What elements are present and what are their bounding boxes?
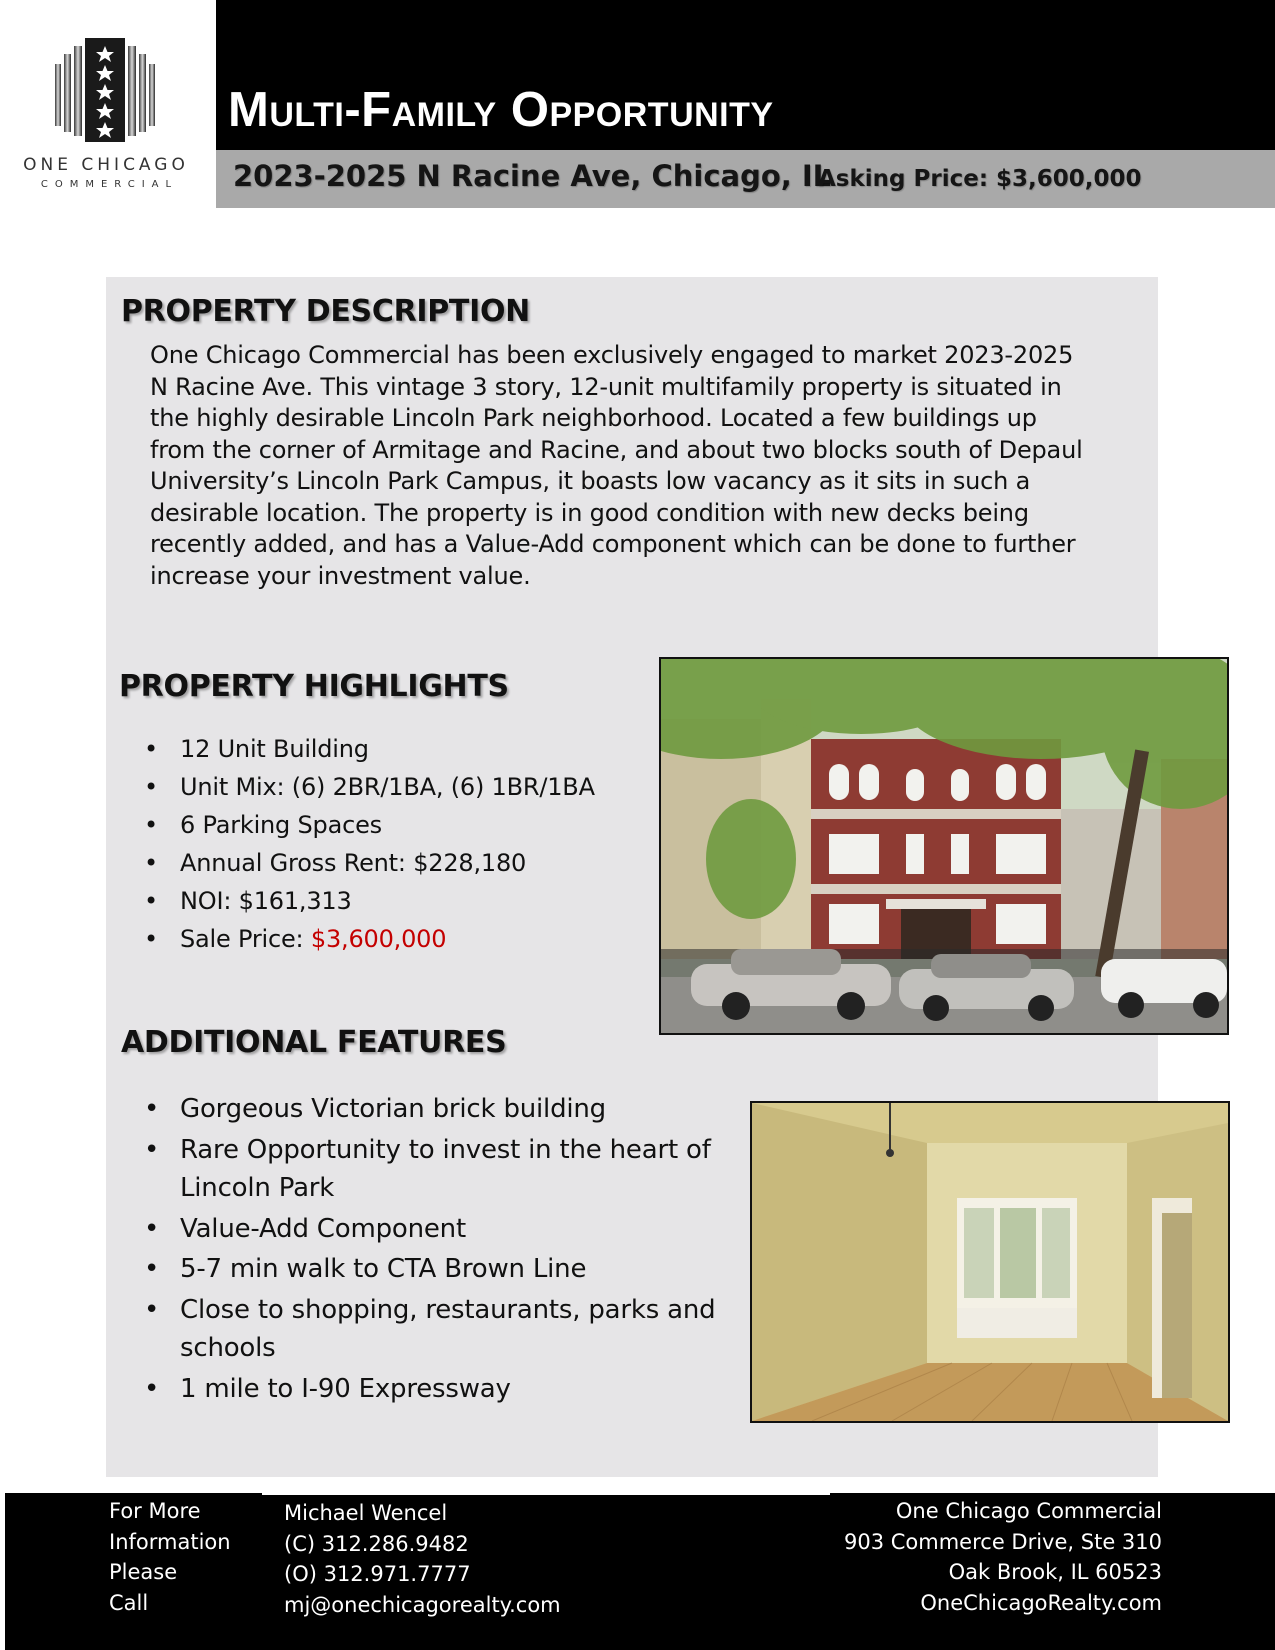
- footer-info-line: Please: [109, 1560, 178, 1584]
- sale-price-label: Sale Price:: [180, 925, 311, 953]
- footer-info-line: For More: [109, 1499, 201, 1523]
- property-description-text: One Chicago Commercial has been exclusively engaged to market 2023-2025 N Racine Ave. This vintage 3 story, 12-unit multifamily property is situated in the highly desirable Lincoln Park neighborhood. Located a few buildings up from the corner of Armitage and Racine, and about two blocks south of Depaul University’s Lincoln Park Campus, it boasts low vacancy as it sits in such a desirable location. The property is in good condition with new decks being recently added, and has a Value-Add component which can be done to further increase your investment value.: [150, 341, 1083, 590]
- footer-info-line: Information: [109, 1529, 231, 1554]
- footer-info-text: [109, 1496, 231, 1618]
- property-address: 2023-2025 N Racine Ave, Chicago, IL: [233, 159, 832, 193]
- company-street: 903 Commerce Drive, Ste 310: [844, 1529, 1162, 1554]
- list-item: • Gorgeous Victorian brick building: [140, 1090, 740, 1129]
- list-item: • 12 Unit Building: [140, 732, 595, 770]
- additional-features-heading: ADDITIONAL FEATURES: [121, 1025, 507, 1060]
- company-name: One Chicago Commercial: [895, 1499, 1162, 1523]
- contact-office-phone[interactable]: (O) 312.971.7777: [284, 1562, 471, 1586]
- skyline-stars-icon: [55, 36, 155, 142]
- features-list: [140, 1090, 740, 1410]
- footer-company-address: [800, 1496, 1162, 1618]
- logo-name-line2: COMMERCIAL: [40, 179, 179, 190]
- highlights-list: [140, 732, 595, 960]
- list-item: • Rare Opportunity to invest in the heart of Lincoln Park: [140, 1131, 740, 1208]
- list-item: • Value-Add Component: [140, 1210, 740, 1249]
- property-highlights-heading: PROPERTY HIGHLIGHTS: [119, 669, 509, 704]
- property-description-heading: PROPERTY DESCRIPTION: [121, 294, 530, 329]
- list-item: • Unit Mix: (6) 2BR/1BA, (6) 1BR/1BA: [140, 770, 595, 808]
- sale-price-value: $3,600,000: [310, 925, 447, 953]
- list-item: • 1 mile to I-90 Expressway: [140, 1370, 740, 1409]
- list-item: • Close to shopping, restaurants, parks and schools: [140, 1291, 740, 1368]
- exterior-photo: [659, 657, 1229, 1035]
- company-city: Oak Brook, IL 60523: [948, 1560, 1162, 1584]
- list-item: • 6 Parking Spaces: [140, 808, 595, 846]
- page-title: Multi-Family Opportunity: [228, 83, 774, 137]
- contact-name: Michael Wencel: [284, 1501, 448, 1525]
- contact-email[interactable]: mj@onechicagorealty.com: [284, 1592, 561, 1617]
- interior-photo: [750, 1101, 1230, 1423]
- asking-price: Asking Price: $3,600,000: [818, 166, 1142, 192]
- company-website[interactable]: OneChicagoRealty.com: [920, 1590, 1162, 1615]
- contact-cell-phone[interactable]: (C) 312.286.9482: [284, 1531, 469, 1556]
- logo-name-line1: ONE CHICAGO: [23, 155, 189, 175]
- list-item-sale-price: [140, 922, 595, 960]
- footer-info-line: Call: [109, 1590, 149, 1615]
- footer-contact: [284, 1498, 561, 1620]
- list-item: • Annual Gross Rent: $228,180: [140, 846, 595, 884]
- company-logo: [0, 0, 216, 205]
- list-item: • 5-7 min walk to CTA Brown Line: [140, 1250, 740, 1289]
- list-item: • NOI: $161,313: [140, 884, 595, 922]
- footer-divider: [262, 1493, 830, 1495]
